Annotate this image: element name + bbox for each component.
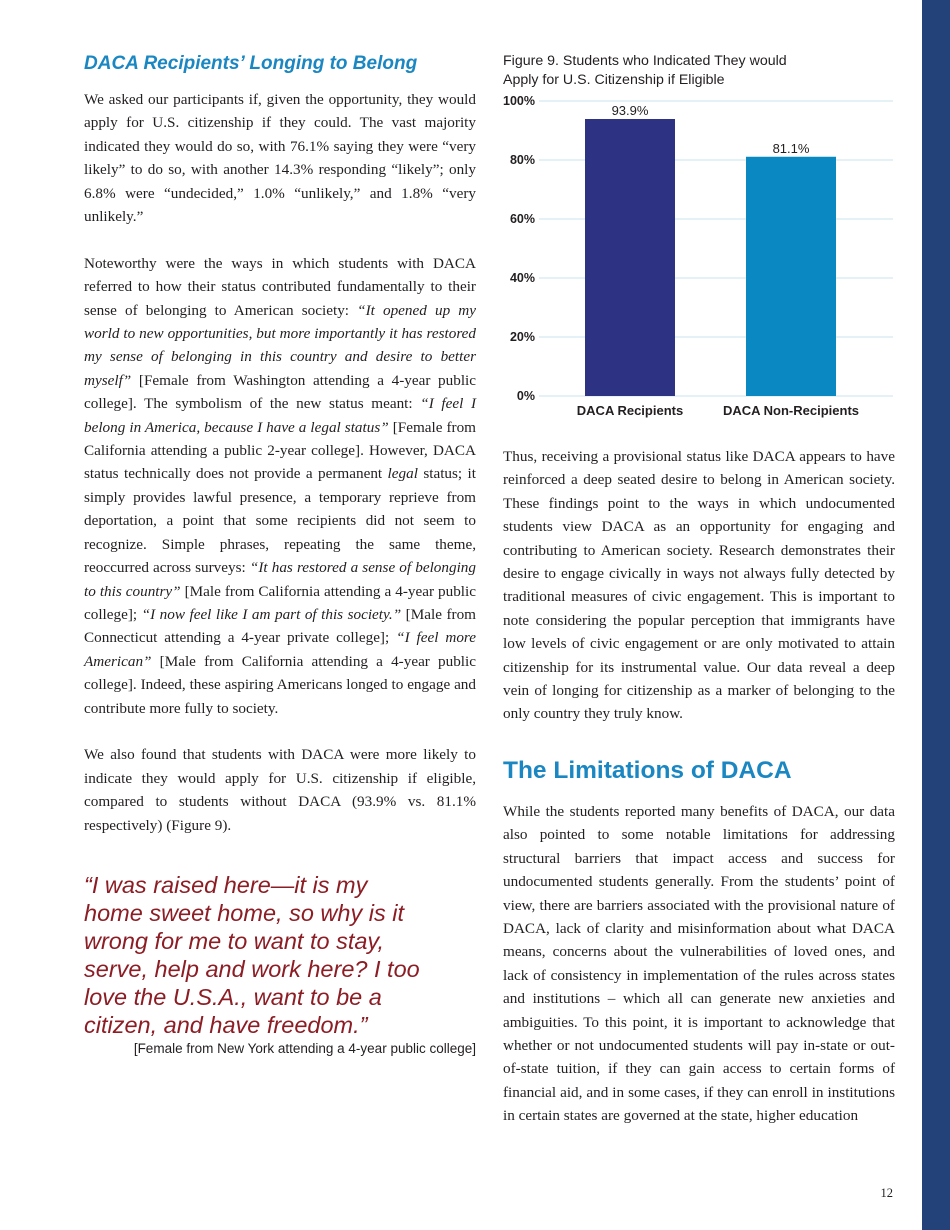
quote-run: “I feel more American” <box>84 629 476 670</box>
bar-daca-recipients <box>585 119 675 396</box>
quote-run: “I now feel like I am part of this society.” <box>141 605 402 623</box>
paragraph-limitations: While the students reported many benefits of DACA, our data also pointed to some notable limitations for addressing structural barriers that impact access and success for undocumented students generally. From the students’ point of view, there are barriers associated with the provisional nature of DACA, lack of clarity and misinformation about what DACA means, concerns about the vulnerabilities of loved ones, and lack of consistency in implementation of the rules across states and institutions – which all can generate new anxieties and ambiguities. To this point, it is important to acknowledge that whether or not undocumented students will pay in-state or out-of-state tuition, if they can gain access to certain forms of financial aid, and in some cases, if they can enroll in institutions in certain states are governed at the state, higher education <box>503 802 895 1125</box>
text-run: [Female from California attending a public 2-year college]. However, DACA status technically does not provide a permanent <box>84 418 476 483</box>
text-run: [Male from Connecticut attending a 4-year private college]; <box>84 605 476 647</box>
y-tick-label: 40% <box>509 271 535 285</box>
section-subheading: DACA Recipients’ Longing to Belong <box>84 53 418 74</box>
right-column <box>503 52 895 1128</box>
text-run: [Female from Washington attending a 4-year public college]. The symbolism of the new status meant: <box>84 371 476 413</box>
paragraph-survey-results: We asked our participants if, given the opportunity, they would apply for U.S. citizenship if they could. The vast majority indicated they would do so, with 76.1% saying they were “very likely” to do so, with another 14.3% responding “likely”; only 6.8% were “undecided,” 1.0% “unlikely,” and 1.8% “very unlikely.” <box>84 91 476 226</box>
text-run: status; it simply provides lawful presence, a temporary reprieve from deportation, a point that some recipients did not seem to recognize. Simple phrases, repeating the same theme, reoccurred across surveys: <box>84 465 476 577</box>
paragraph-belonging <box>84 252 476 720</box>
bar-chart <box>503 96 895 431</box>
quote-run: “It has restored a sense of belonging to this country” <box>84 559 476 600</box>
data-label: 81.1% <box>772 140 810 156</box>
y-tick-label: 20% <box>509 330 535 344</box>
text-run: Noteworthy were the ways in which students with DACA referred to how their status contributed fundamentally to their sense of belonging to American society: <box>84 254 476 319</box>
pull-quote-attribution: [Female from New York attending a 4-year public college] <box>133 1040 476 1056</box>
left-column <box>84 52 476 1056</box>
text-run: [Male from California attending a 4-year public college]; <box>84 582 476 623</box>
figure-title: Figure 9. Students who Indicated They would Apply for U.S. Citizenship if Eligible <box>503 53 787 88</box>
pull-quote: “I was raised here—it is my home sweet home, so why is it wrong for me to want to stay, serve, help and work here? I too love the U.S.A., want to be a citizen, and have freedom.” <box>84 871 420 1038</box>
text-run: [Male from California attending a 4-year public college]. Indeed, these aspiring Americans longed to engage and contribute more fully to society. <box>84 652 476 717</box>
page-number: 12 <box>880 1186 893 1200</box>
y-tick-label: 100% <box>503 96 535 108</box>
side-color-bar <box>922 0 950 1230</box>
bar-daca-non-recipients <box>746 157 836 396</box>
quote-run: “It opened up my world to new opportunities, but more importantly it has restored my sense of belonging in this country and desire to better myself” <box>84 301 476 389</box>
x-category-label: DACA Non-Recipients <box>722 403 860 418</box>
chart-canvas <box>503 96 895 431</box>
x-category-label: DACA Recipients <box>576 403 684 418</box>
y-tick-label: 0% <box>516 389 535 403</box>
y-tick-label: 60% <box>509 212 535 226</box>
paragraph-comparison: We also found that students with DACA were more likely to indicate they would apply for U.S. citizenship if eligible, compared to students without DACA (93.9% vs. 81.1% respectively) (Figure 9). <box>84 746 476 834</box>
quote-run: legal <box>387 465 418 483</box>
y-tick-label: 80% <box>509 153 535 167</box>
paragraph-interpretation: Thus, receiving a provisional status like DACA appears to have reinforced a deep seated desire to belong in American society. These findings point to the ways in which undocumented students view DACA as an opportunity for engaging and contributing to American society. Research demonstrates their desire to engage civically in ways not always fully detected by traditional measures of civic engagement. This is important to note considering the popular perception that immigrants have low levels of civic engagement or are only motivated to attain citizenship for its instrumental value. Our data reveal a deep vein of longing for citizenship as a marker of belonging to the only country they truly know. <box>503 448 895 723</box>
quote-run: “I feel I belong in America, because I have a legal status” <box>84 395 477 436</box>
data-label: 93.9% <box>611 102 649 118</box>
section-heading: The Limitations of DACA <box>503 756 792 784</box>
